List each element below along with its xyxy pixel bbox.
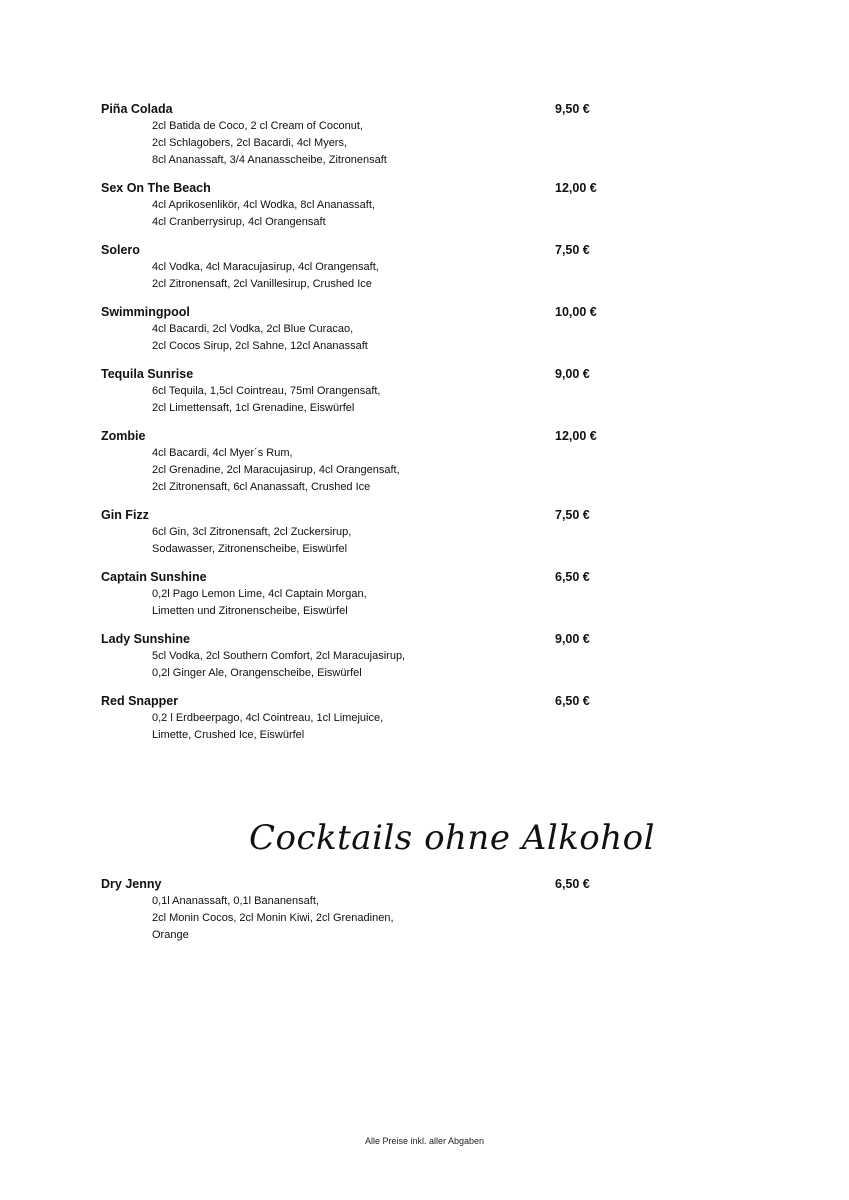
ingredient-line: 2cl Monin Cocos, 2cl Monin Kiwi, 2cl Grenadinen, xyxy=(152,912,394,924)
ingredient-line: 6cl Gin, 3cl Zitronensaft, 2cl Zuckersirup, xyxy=(152,526,352,538)
menu-item xyxy=(101,631,621,682)
item-name: Gin Fizz xyxy=(101,508,149,522)
footer-note: Alle Preise inkl. aller Abgaben xyxy=(364,1136,485,1146)
ingredient-line: 0,1l Ananassaft, 0,1l Bananensaft, xyxy=(152,895,319,907)
ingredient-line: 4cl Vodka, 4cl Maracujasirup, 4cl Orangensaft, xyxy=(152,261,379,273)
item-description xyxy=(152,259,621,293)
menu-item xyxy=(101,569,621,620)
ingredient-line: Limetten und Zitronenscheibe, Eiswürfel xyxy=(152,605,348,617)
item-price: 6,50 € xyxy=(555,877,590,891)
item-name: Solero xyxy=(101,243,140,257)
item-description xyxy=(152,118,621,169)
item-description xyxy=(152,197,621,231)
item-description xyxy=(152,445,621,496)
ingredient-line: 2cl Grenadine, 2cl Maracujasirup, 4cl Orangensaft, xyxy=(152,464,400,476)
ingredient-line: 2cl Limettensaft, 1cl Grenadine, Eiswürfel xyxy=(152,402,355,414)
item-price: 9,00 € xyxy=(555,367,590,381)
item-description xyxy=(152,586,621,620)
menu-item xyxy=(101,876,621,944)
item-price: 9,50 € xyxy=(555,102,590,116)
item-name: Lady Sunshine xyxy=(101,632,190,646)
menu-item xyxy=(101,366,621,417)
menu-item xyxy=(101,101,621,169)
item-name: Captain Sunshine xyxy=(101,570,207,584)
ingredient-line: 4cl Aprikosenlikör, 4cl Wodka, 8cl Ananassaft, xyxy=(152,199,375,211)
ingredient-line: Orange xyxy=(152,929,189,941)
item-description xyxy=(152,524,621,558)
menu-item xyxy=(101,693,621,744)
item-name: Piña Colada xyxy=(101,102,173,116)
ingredient-line: 2cl Zitronensaft, 2cl Vanillesirup, Crushed Ice xyxy=(152,278,372,290)
menu-item xyxy=(101,180,621,231)
item-description xyxy=(152,710,621,744)
item-name: Tequila Sunrise xyxy=(101,367,194,381)
item-price: 9,00 € xyxy=(555,632,590,646)
item-name: Zombie xyxy=(101,429,146,443)
item-price: 12,00 € xyxy=(555,181,597,195)
item-price: 12,00 € xyxy=(555,429,597,443)
item-price: 6,50 € xyxy=(555,694,590,708)
cocktail-list xyxy=(101,101,621,755)
item-description xyxy=(152,321,621,355)
ingredient-line: 4cl Cranberrysirup, 4cl Orangensaft xyxy=(152,216,326,228)
ingredient-line: 2cl Schlagobers, 2cl Bacardi, 4cl Myers, xyxy=(152,137,348,149)
item-name: Dry Jenny xyxy=(101,877,162,891)
item-price: 10,00 € xyxy=(555,305,597,319)
menu-item xyxy=(101,507,621,558)
non-alcoholic-list xyxy=(101,876,621,955)
item-description xyxy=(152,893,621,944)
ingredient-line: Limette, Crushed Ice, Eiswürfel xyxy=(152,729,305,741)
ingredient-line: 4cl Bacardi, 4cl Myer´s Rum, xyxy=(152,447,293,459)
item-price: 6,50 € xyxy=(555,570,590,584)
ingredient-line: 2cl Zitronensaft, 6cl Ananassaft, Crushed Ice xyxy=(152,481,371,493)
item-price: 7,50 € xyxy=(555,508,590,522)
menu-item xyxy=(101,304,621,355)
menu-item xyxy=(101,242,621,293)
ingredient-line: 0,2 l Erdbeerpago, 4cl Cointreau, 1cl Limejuice, xyxy=(152,712,384,724)
ingredient-line: 0,2l Pago Lemon Lime, 4cl Captain Morgan, xyxy=(152,588,367,600)
menu-item xyxy=(101,428,621,496)
ingredient-line: Sodawasser, Zitronenscheibe, Eiswürfel xyxy=(152,543,348,555)
item-price: 7,50 € xyxy=(555,243,590,257)
item-description xyxy=(152,383,621,417)
item-description xyxy=(152,648,621,682)
ingredient-line: 2cl Cocos Sirup, 2cl Sahne, 12cl Ananassaft xyxy=(152,340,368,352)
item-name: Swimmingpool xyxy=(101,305,190,319)
section-title: Cocktails ohne Alkohol xyxy=(249,818,656,858)
item-name: Sex On The Beach xyxy=(101,181,211,195)
ingredient-line: 0,2l Ginger Ale, Orangenscheibe, Eiswürfel xyxy=(152,667,362,679)
ingredient-line: 5cl Vodka, 2cl Southern Comfort, 2cl Maracujasirup, xyxy=(152,650,406,662)
ingredient-line: 2cl Batida de Coco, 2 cl Cream of Coconut, xyxy=(152,120,363,132)
ingredient-line: 8cl Ananassaft, 3/4 Ananasscheibe, Zitronensaft xyxy=(152,154,387,166)
item-name: Red Snapper xyxy=(101,694,179,708)
ingredient-line: 6cl Tequila, 1,5cl Cointreau, 75ml Orangensaft, xyxy=(152,385,381,397)
ingredient-line: 4cl Bacardi, 2cl Vodka, 2cl Blue Curacao, xyxy=(152,323,354,335)
